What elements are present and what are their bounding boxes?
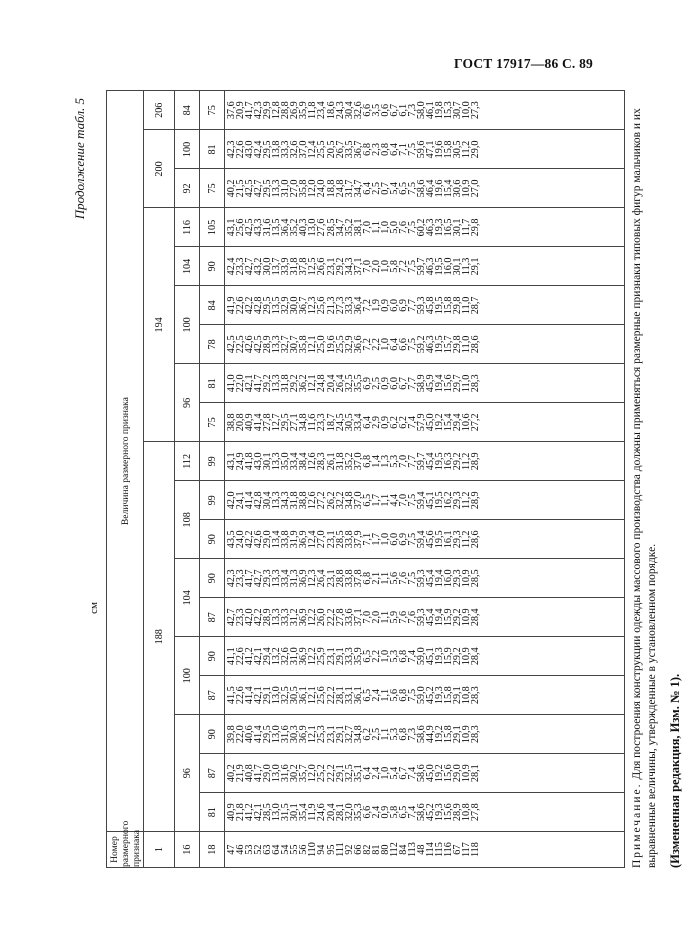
header-cell: 200 [144, 130, 175, 208]
data-column [225, 676, 625, 715]
header-cell: 1 [144, 832, 175, 868]
header-cell: 84 [200, 286, 225, 325]
column-values: 43,5 24,0 42,2 42,6 29,0 13,4 33,8 31,9 36,9 12,4 27,0 23,1 28,5 33,8 37,9 7,1 1,7 1,0 6,0 6,9 7,5 59,4 45,6 19,5 16,1 29,3 11,2 28,6 [226, 530, 482, 549]
data-table [106, 90, 625, 868]
column-values: 42,3 22,6 43,0 42,4 29,5 13,8 33,3 32,6 37,0 12,4 25,5 20,5 26,7 33,5 36,7 6,8 2,3 0,8 6,4 7,1 7,5 59,6 47,1 19,6 15,8 30,5 11,2 29,0 [226, 140, 482, 159]
column-values: 41,9 22,6 42,2 42,8 29,5 13,5 32,9 30,0 36,7 12,3 25,6 21,3 27,3 33,3 36,4 7,2 1,9 0,9 6,0 6,9 7,7 59,3 45,8 19,5 15,8 29,8 11,0 28,7 [226, 296, 482, 315]
header-cell: 105 [200, 208, 225, 247]
data-column [225, 91, 625, 130]
unit-label: см [88, 602, 100, 614]
header-cell: 84 [175, 91, 200, 130]
note-label: Примечание. [631, 782, 643, 868]
column-values: 40,2 21,5 42,5 42,7 29,5 13,3 31,0 27,0 35,8 12,0 24,0 18,8 24,8 31,7 34,7 6,4 2,5 0,7 5,4 6,5 7,5 58,6 46,4 19,6 15,4 30,6 10,9 27,0 [226, 179, 482, 198]
group-header [107, 91, 144, 832]
header-cell: 100 [175, 286, 200, 364]
header-cell: 81 [200, 793, 225, 832]
data-column [225, 286, 625, 325]
column-values: 39,8 22,0 40,6 41,4 29,5 13,0 31,6 30,3 36,9 12,1 25,3 23,1 29,1 32,7 34,8 6,2 2,5 1,1 5,3 6,8 7,3 58,6 44,9 19,2 15,8 29,1 10,9 28,3 [226, 725, 482, 744]
header-cell: 75 [200, 169, 225, 208]
column-values: 42,0 24,1 41,4 42,8 30,4 13,3 34,3 31,8 38,8 12,6 27,2 26,2 32,2 34,8 37,0 6,5 1,7 1,1 4,4 7,0 7,5 59,4 45,1 19,5 16,2 29,3 11,2 28,9 [226, 491, 482, 510]
column-values: 41,0 22,0 42,1 41,7 29,2 13,3 31,8 29,2 36,2 12,1 24,8 20,4 26,4 32,5 35,5 6,9 2,5 0,9 6,0 6,7 7,7 58,9 45,9 19,4 15,6 29,7 11,0 28,3 [226, 374, 482, 393]
header-cell: 206 [144, 91, 175, 130]
header-cell: 16 [175, 832, 200, 868]
header-cell: 92 [175, 169, 200, 208]
header-cell: 96 [175, 715, 200, 832]
column-values: 42,3 23,3 41,7 42,7 29,3 13,3 33,4 31,3 36,9 12,3 26,4 23,1 28,8 33,8 37,8 6,8 2,1 1,1 5,6 7,6 7,5 59,3 45,4 19,4 16,0 29,3 10,9 28,5 [226, 569, 482, 588]
header-cell: 87 [200, 676, 225, 715]
header-cell: 87 [200, 754, 225, 793]
header-cell: 90 [200, 559, 225, 598]
header-cell: 78 [200, 325, 225, 364]
header-cell: 116 [175, 208, 200, 247]
column-values: 38,8 20,8 40,9 41,4 27,8 12,7 29,5 27,1 34,8 11,6 23,3 18,7 24,5 30,5 33,4 6,4 2,9 0,9 6,2 6,2 7,4 57,9 45,0 19,2 15,4 29,4 10,6 27,2 [226, 413, 482, 432]
header-cell: 75 [200, 91, 225, 130]
table-continuation-label: Продолжение табл. 5 [72, 98, 87, 220]
data-column [225, 325, 625, 364]
column-values: 47 46 53 52 63 64 54 55 56 110 94 95 111 92 66 82 81 80 112 84 113 48 114 115 116 67 117 118 [226, 842, 482, 858]
header-cell: 81 [200, 130, 225, 169]
header-cell: 194 [144, 208, 175, 442]
column-values: 42,5 22,5 42,6 42,5 28,9 13,3 32,7 30,7 35,8 12,1 25,0 19,6 25,5 32,9 36,6 7,2 2,2 1,0 6,4 6,6 7,5 59,2 46,3 19,5 15,7 29,8 11,0 28,6 [226, 335, 482, 354]
data-column [225, 481, 625, 520]
header-cell: 104 [175, 247, 200, 286]
header-cell: 75 [200, 403, 225, 442]
column-values: 41,1 22,6 41,2 42,1 29,4 13,2 32,6 31,0 36,9 12,2 25,9 23,1 29,1 33,3 35,9 6,5 2,2 1,0 5,3 6,8 7,4 59,0 45,1 19,3 15,9 29,2 10,9 28,4 [226, 647, 482, 666]
header-cell: 112 [175, 442, 200, 481]
column-values: 40,2 21,9 40,8 41,7 29,0 13,0 31,6 30,2 35,7 12,0 25,2 22,2 29,1 32,5 35,1 6,4 2,4 1,0 5,4 6,7 7,4 58,6 45,0 19,2 15,6 29,0 10,9 28,1 [226, 764, 482, 783]
column-values: 41,5 22,6 41,4 42,1 29,1 13,0 32,5 30,5 36,1 12,1 25,6 22,2 28,1 33,1 36,1 6,5 2,4 1,1 5,6 6,8 7,5 59,0 45,2 19,3 15,8 29,1 10,8 28,3 [226, 686, 482, 705]
header-cell: 96 [175, 364, 200, 442]
column-values: 40,9 21,8 41,2 42,1 28,5 13,0 31,5 30,1 35,4 11,9 24,6 20,4 28,1 32,0 35,3 6,6 2,4 0,9 5,8 6,5 7,4 58,6 45,2 19,3 15,6 28,9 10,8 27,8 [226, 803, 482, 822]
stub-header [107, 820, 144, 868]
data-column [225, 403, 625, 442]
column-values: 42,7 23,3 42,0 42,2 28,9 13,3 33,3 31,2 36,9 12,2 26,0 22,2 27,8 33,6 37,1 7,0 2,0 1,1 5,9 7,6 7,6 59,3 45,4 19,4 15,9 29,2 10,9 28,4 [226, 608, 482, 627]
header-cell: 90 [200, 520, 225, 559]
note-text: Для построения конструкции одежды массового производства должны применяться размерные признаки типовых фигур мальчиков и их выравненные величины, утвержденные в установленном порядке. [631, 108, 658, 868]
data-column-signs [225, 832, 625, 868]
column-values: 43,1 25,6 42,5 43,3 31,6 13,5 36,4 35,2 40,3 13,0 27,6 28,5 34,7 35,2 38,1 7,0 1,1 1,0 5,0 7,6 7,5 60,2 46,3 19,3 16,5 30,1 11,7 29,8 [226, 218, 482, 237]
header-cell: 188 [144, 442, 175, 832]
header-cell: 90 [200, 247, 225, 286]
data-column [225, 520, 625, 559]
data-column [225, 442, 625, 481]
data-column [225, 637, 625, 676]
page-header: ГОСТ 17917—86 С. 89 [454, 56, 593, 71]
data-column [225, 130, 625, 169]
header-cell: 100 [175, 130, 200, 169]
header-cell: 100 [175, 637, 200, 715]
column-values: 37,6 20,9 41,7 42,3 29,9 12,8 28,8 26,9 35,9 11,8 23,4 18,6 24,3 30,4 32,6 6,6 3,5 0,6 6,7 6,1 7,3 58,0 46,1 19,8 15,3 30,7 10,0 27,3 [226, 101, 482, 120]
header-cell: 108 [175, 481, 200, 559]
column-values: 42,4 23,3 42,7 43,2 30,0 13,7 33,9 31,8 37,8 12,5 26,6 23,1 29,2 34,3 37,1 7,0 2,0 1,0 5,8 7,2 7,5 59,7 46,3 19,5 16,0 30,1 11,3 29,1 [226, 257, 482, 276]
data-column [225, 715, 625, 754]
data-column [225, 364, 625, 403]
table-note [630, 90, 660, 868]
data-column [225, 793, 625, 832]
data-column [225, 598, 625, 637]
rotated-content [68, 0, 688, 868]
data-column [225, 169, 625, 208]
header-cell: 99 [200, 442, 225, 481]
data-column [225, 559, 625, 598]
header-cell: 90 [200, 637, 225, 676]
header-cell: 81 [200, 364, 225, 403]
header-cell: 90 [200, 715, 225, 754]
header-cell: 99 [200, 481, 225, 520]
group-title: Величина размерного признака [119, 397, 131, 526]
data-column [225, 208, 625, 247]
header-cell: 18 [200, 832, 225, 868]
amendment-note: (Измененная редакция, Изм. № 1). [668, 673, 682, 868]
stub-title: Номер размерного признака [108, 820, 142, 867]
column-values: 43,1 24,9 41,8 43,0 30,1 13,3 35,0 33,4 38,4 12,6 28,3 26,1 31,8 35,2 37,0 6,8 1,4 1,3 5,3 7,0 7,7 59,7 45,4 19,5 16,3 29,2 11,2 28,9 [226, 452, 482, 471]
header-cell: 104 [175, 559, 200, 637]
header-cell: 87 [200, 598, 225, 637]
data-column [225, 754, 625, 793]
data-column [225, 247, 625, 286]
